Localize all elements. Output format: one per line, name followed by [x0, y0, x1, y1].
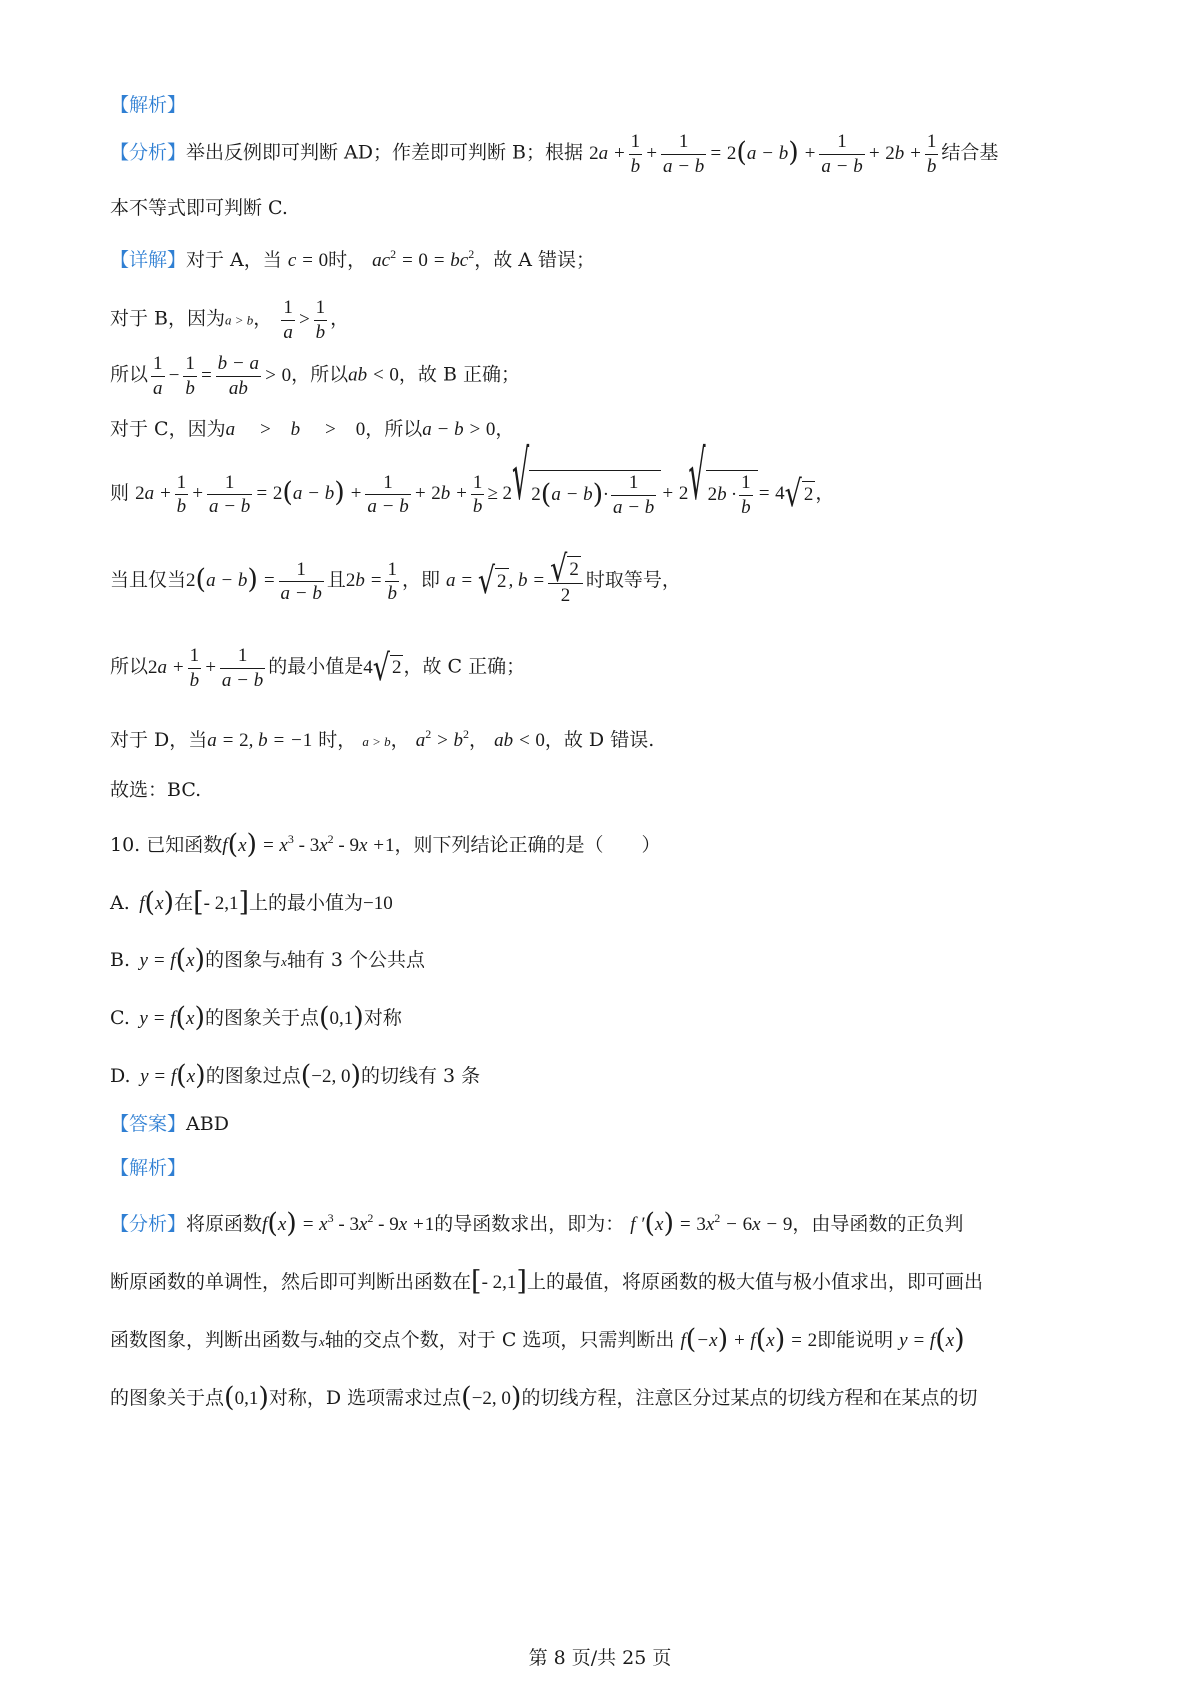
- option-a: A. f(x)在[- 2,1]上的最小值为−10: [110, 887, 393, 918]
- q10-fenxi-4: 的图象关于点(0,1)对称，D 选项需求过点(−2, 0)的切线方程，注意区分过某点的切线方程和在某点的切: [110, 1382, 978, 1413]
- detail-c-equality: 当且仅当2(a − b) = $\frac{1}{a - b}$ 且2b = $\frac{1}{b}$ ，即 a = √ 2 , b = √ 2 2 时取等号，: [110, 548, 681, 606]
- q10-fenxi-1: 【分析】将原函数$f(x) = x^3 - 3x^2 - 9x +1$的导函数求出，即为： f $'(x) = 3x^2 - 6x - 9$，由导函数的正负判: [110, 1208, 964, 1239]
- page-footer: 第 8 页/共 25 页: [528, 1647, 672, 1669]
- formula-2a-sum: 2a + $\frac{1}{b}$ + $\frac{1}{a - b}$ = 2(a − b) + $\frac{1}{a - b}$ + 2b + $\frac{1}{b}$: [589, 131, 937, 177]
- analysis-tag: 【解析】: [110, 94, 187, 116]
- analysis-tag-2: 【解析】: [110, 1157, 187, 1179]
- answer-value: ABD: [186, 1113, 229, 1135]
- option-b: B. y = f(x)的图象与x轴有 3 个公共点: [110, 944, 426, 975]
- choose-bc: 故选：BC.: [110, 779, 202, 801]
- fenxi-tag: 【分析】: [110, 141, 187, 164]
- q10-fenxi-3: 函数图象，判断出函数与x轴的交点个数，对于 C 选项，只需判断出 f(−x) + f(x) = 2即能说明 y = f(x): [110, 1324, 965, 1355]
- detail-b-2: 所以 $\frac{1}{a}$ − $\frac{1}{b}$ = $\frac{b - a}{ab}$ > 0，所以ab < 0，故 B 正确；: [110, 353, 520, 399]
- detail-c-inequality: 则 2a + $\frac{1}{b}$ + $\frac{1}{a - b}$ = 2(a − b) + $\frac{1}{a - b}$ + 2b + $\frac{1}{b}$ ≥ 2 √ 2 ( a − b ) · $\frac{1}{a - b}$ + 2 √ 2 b · $\frac{1}{b}$ = 4 √ 2 ，: [110, 438, 835, 518]
- question-10-stem: 10. 已知函数$f(x) = x^3 - 3x^2 - 9x +1$，则下列结论正确的是（ ）: [110, 829, 661, 860]
- detail-c: 对于 C，因为a > b > 0，所以a − b > 0，: [110, 418, 515, 440]
- detail-d: 对于 D，当a = 2, b = −1 时， a > b， $a^2 > b^2$， ab < 0，故 D 错误.: [110, 727, 655, 751]
- xiangjie-tag: 【详解】: [110, 249, 187, 271]
- answer-tag: 【答案】: [110, 1113, 187, 1135]
- detail-b: 对于 B，因为a > b， $\frac{1}{a}$ > $\frac{1}{b}$ ，: [110, 297, 350, 343]
- fenxi-line-1: 【分析】举出反例即可判断 AD；作差即可判断 B；根据 2a + $\frac{1}{b}$ + $\frac{1}{a - b}$ = 2(a − b) + $\frac{1}{a - b}$ + 2b + $\frac{1}{b}$ 结合基: [110, 131, 999, 177]
- fenxi-line-2: 本不等式即可判断 C.: [110, 197, 288, 219]
- detail-c-min: 所以2a + $\frac{1}{b}$ + $\frac{1}{a - b}$ 的最小值是4 √ 2 ，故 C 正确；: [110, 645, 526, 691]
- q10-fenxi-2: 断原函数的单调性，然后即可判断出函数在[- 2,1]上的最值，将原函数的极大值与极小值求出，即可画出: [110, 1266, 983, 1297]
- detail-a: 【详解】对于 A，当 c = 0时， $ac^2 = 0 = bc^2$，故 A 错误；: [110, 247, 595, 271]
- answer-line: [110, 1113, 229, 1136]
- option-d: D. y = f(x)的图象过点(−2, 0)的切线有 3 条: [110, 1060, 481, 1091]
- option-c: C. y = f(x)的图象关于点(0,1)对称: [110, 1002, 402, 1033]
- question-number: 10.: [110, 834, 141, 856]
